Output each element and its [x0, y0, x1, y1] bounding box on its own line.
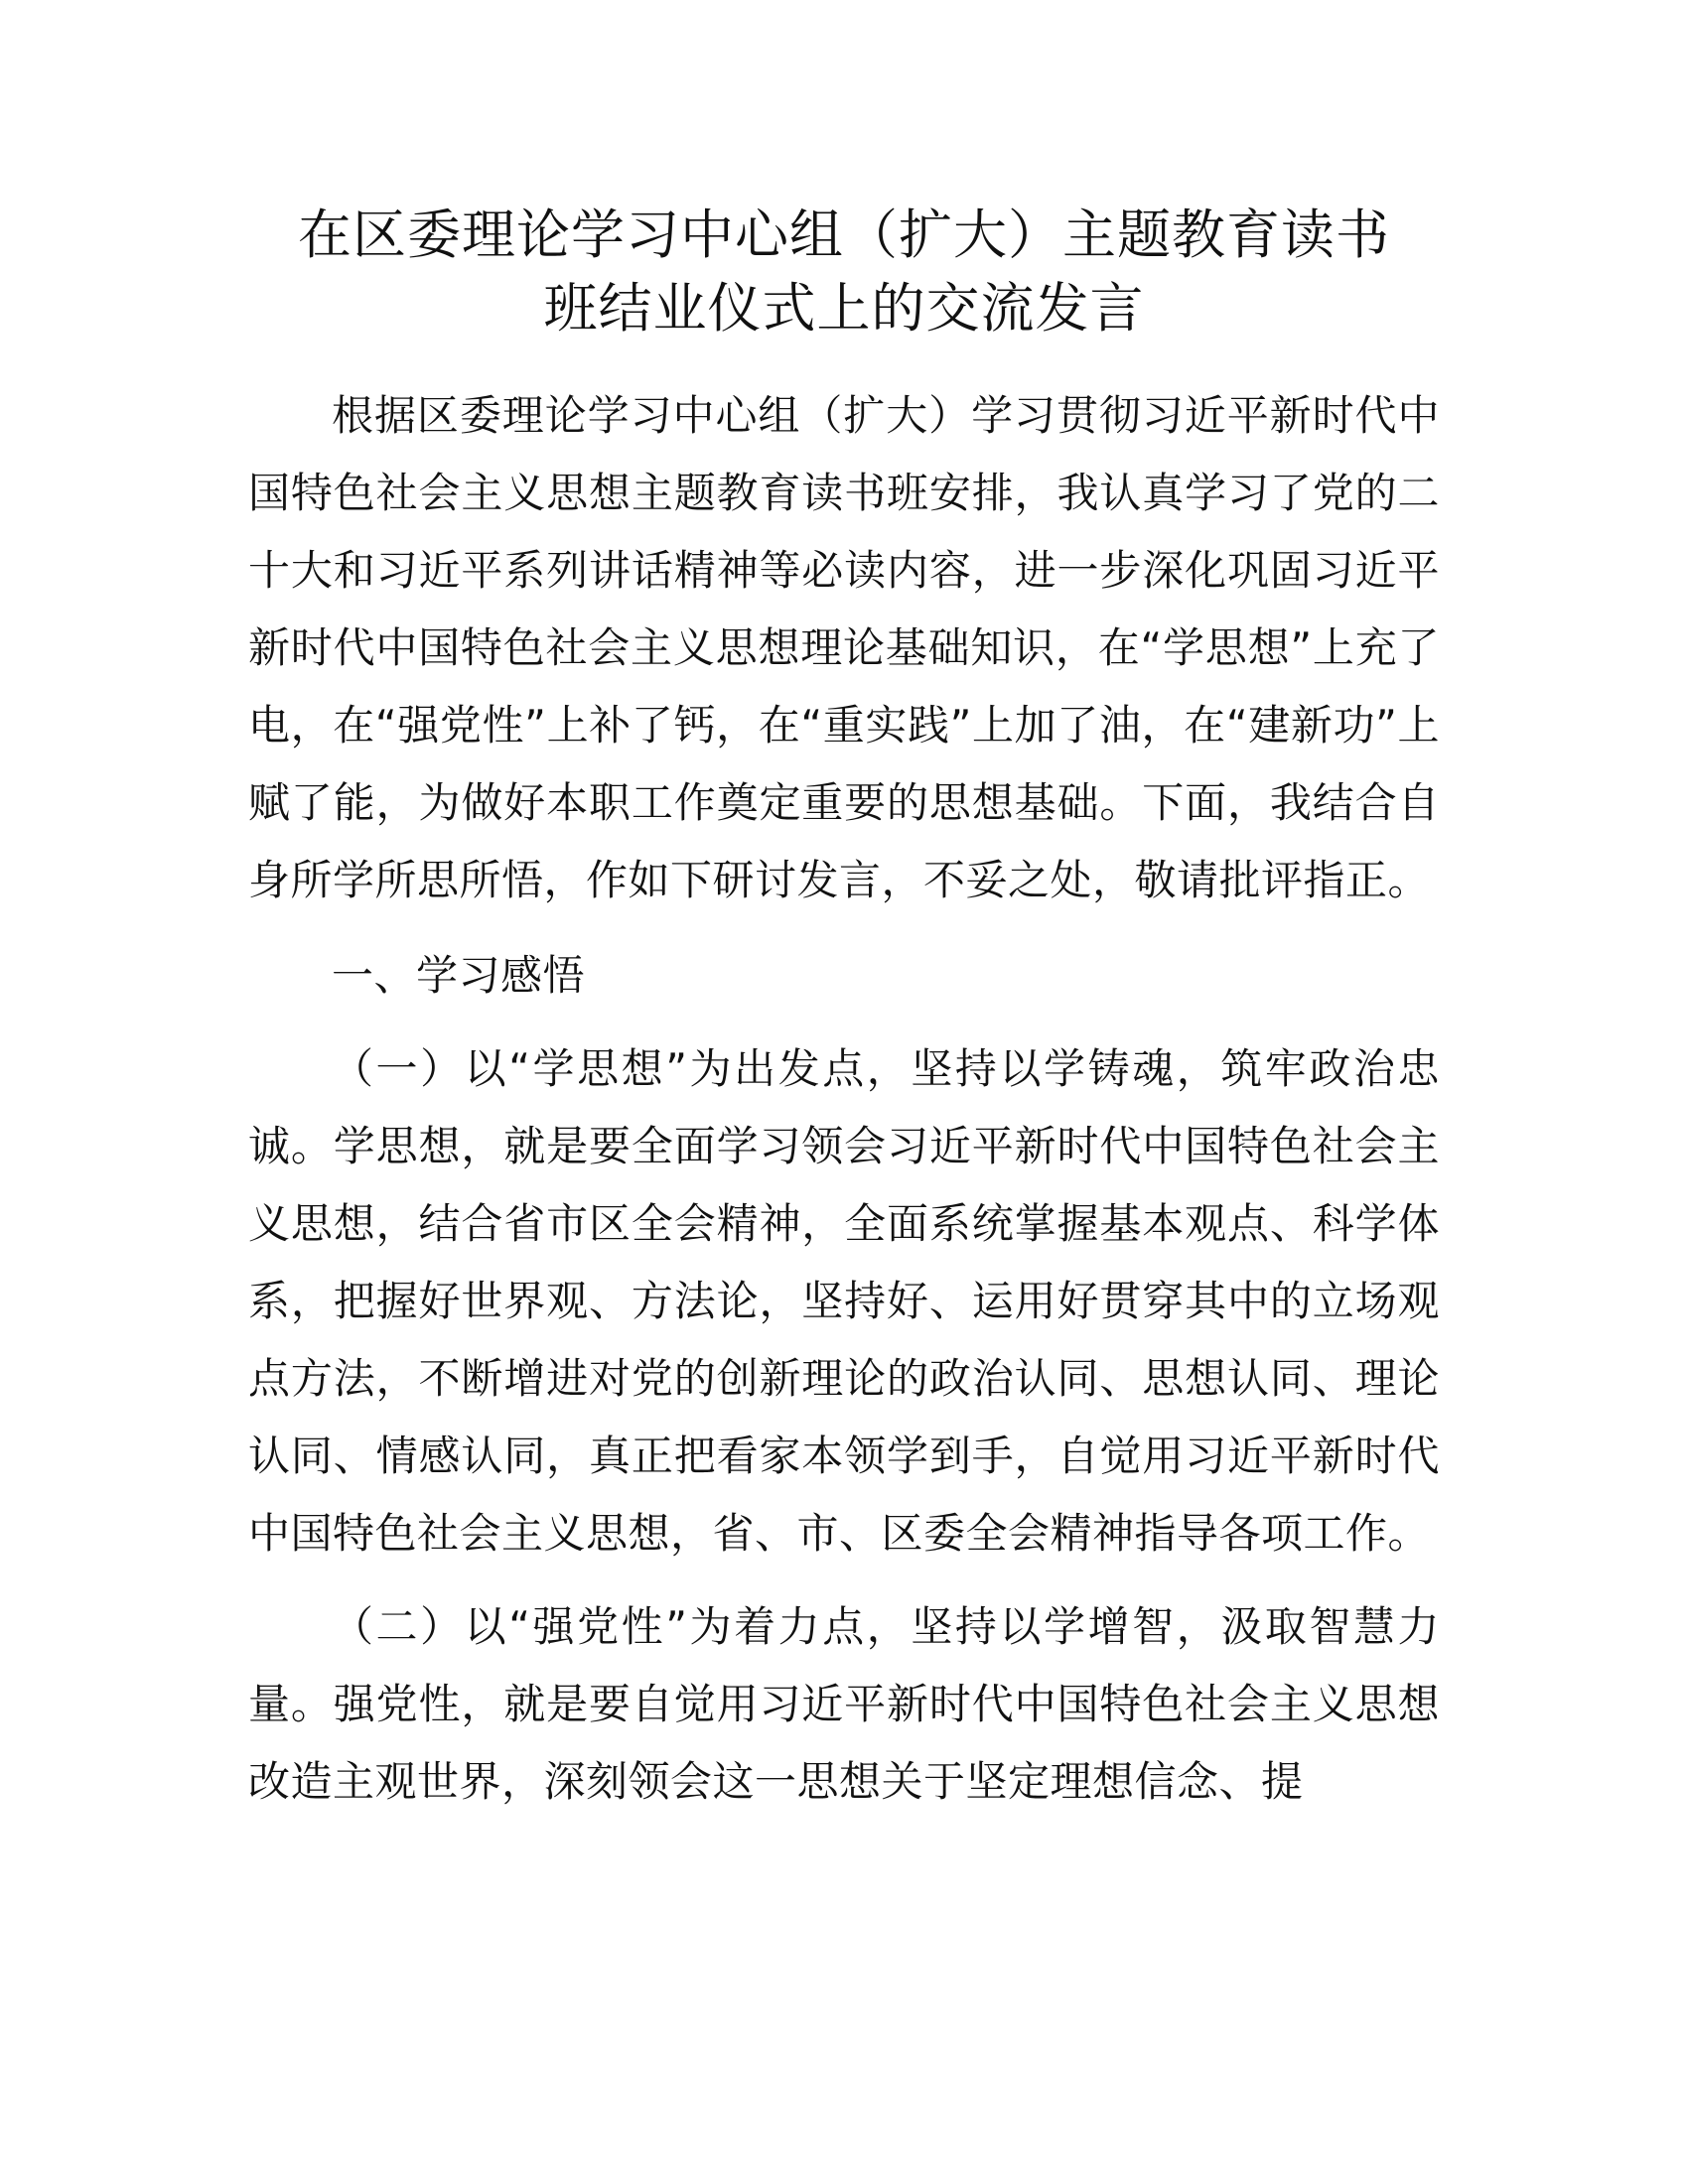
- paragraph-subsection-1: （一）以“学思想”为出发点，坚持以学铸魂，筑牢政治忠诚。学思想，就是要全面学习领会习近平新时代中国特色社会主义思想，结合省市区全会精神，全面系统掌握基本观点、科学体系，把握好世界观、方法论，坚持好、运用好贯穿其中的立场观点方法，不断增进对党的创新理论的政治认同、思想认同、理论认同、情感认同，真正把看家本领学到手，自觉用习近平新时代中国特色社会主义思想，省、市、区委全会精神指导各项工作。: [248, 1044, 1440, 1558]
- title-line-1: 在区委理论学习中心组（扩大）主题教育读书: [298, 204, 1390, 266]
- title-line-2: 班结业仪式上的交流发言: [543, 277, 1145, 340]
- paragraph-intro: 根据区委理论学习中心组（扩大）学习贯彻习近平新时代中国特色社会主义思想主题教育读书班安排，我认真学习了党的二十大和习近平系列讲话精神等必读内容，进一步深化巩固习近平新时代中国特色社会主义思想理论基础知识，在“学思想”上充了电，在“强党性”上补了钙，在“重实践”上加了油，在“建新功”上赋了能，为做好本职工作奠定重要的思想基础。下面，我结合自身所学所思所悟，作如下研讨发言，不妥之处，敬请批评指正。: [248, 391, 1440, 904]
- document-title: [248, 199, 1440, 345]
- paragraph-subsection-2: （二）以“强党性”为着力点，坚持以学增智，汲取智慧力量。强党性，就是要自觉用习近平新时代中国特色社会主义思想改造主观世界，深刻领会这一思想关于坚定理想信念、提: [248, 1602, 1440, 1806]
- section-heading-1: 一、学习感悟: [332, 951, 586, 1000]
- document-body: [248, 377, 1440, 1821]
